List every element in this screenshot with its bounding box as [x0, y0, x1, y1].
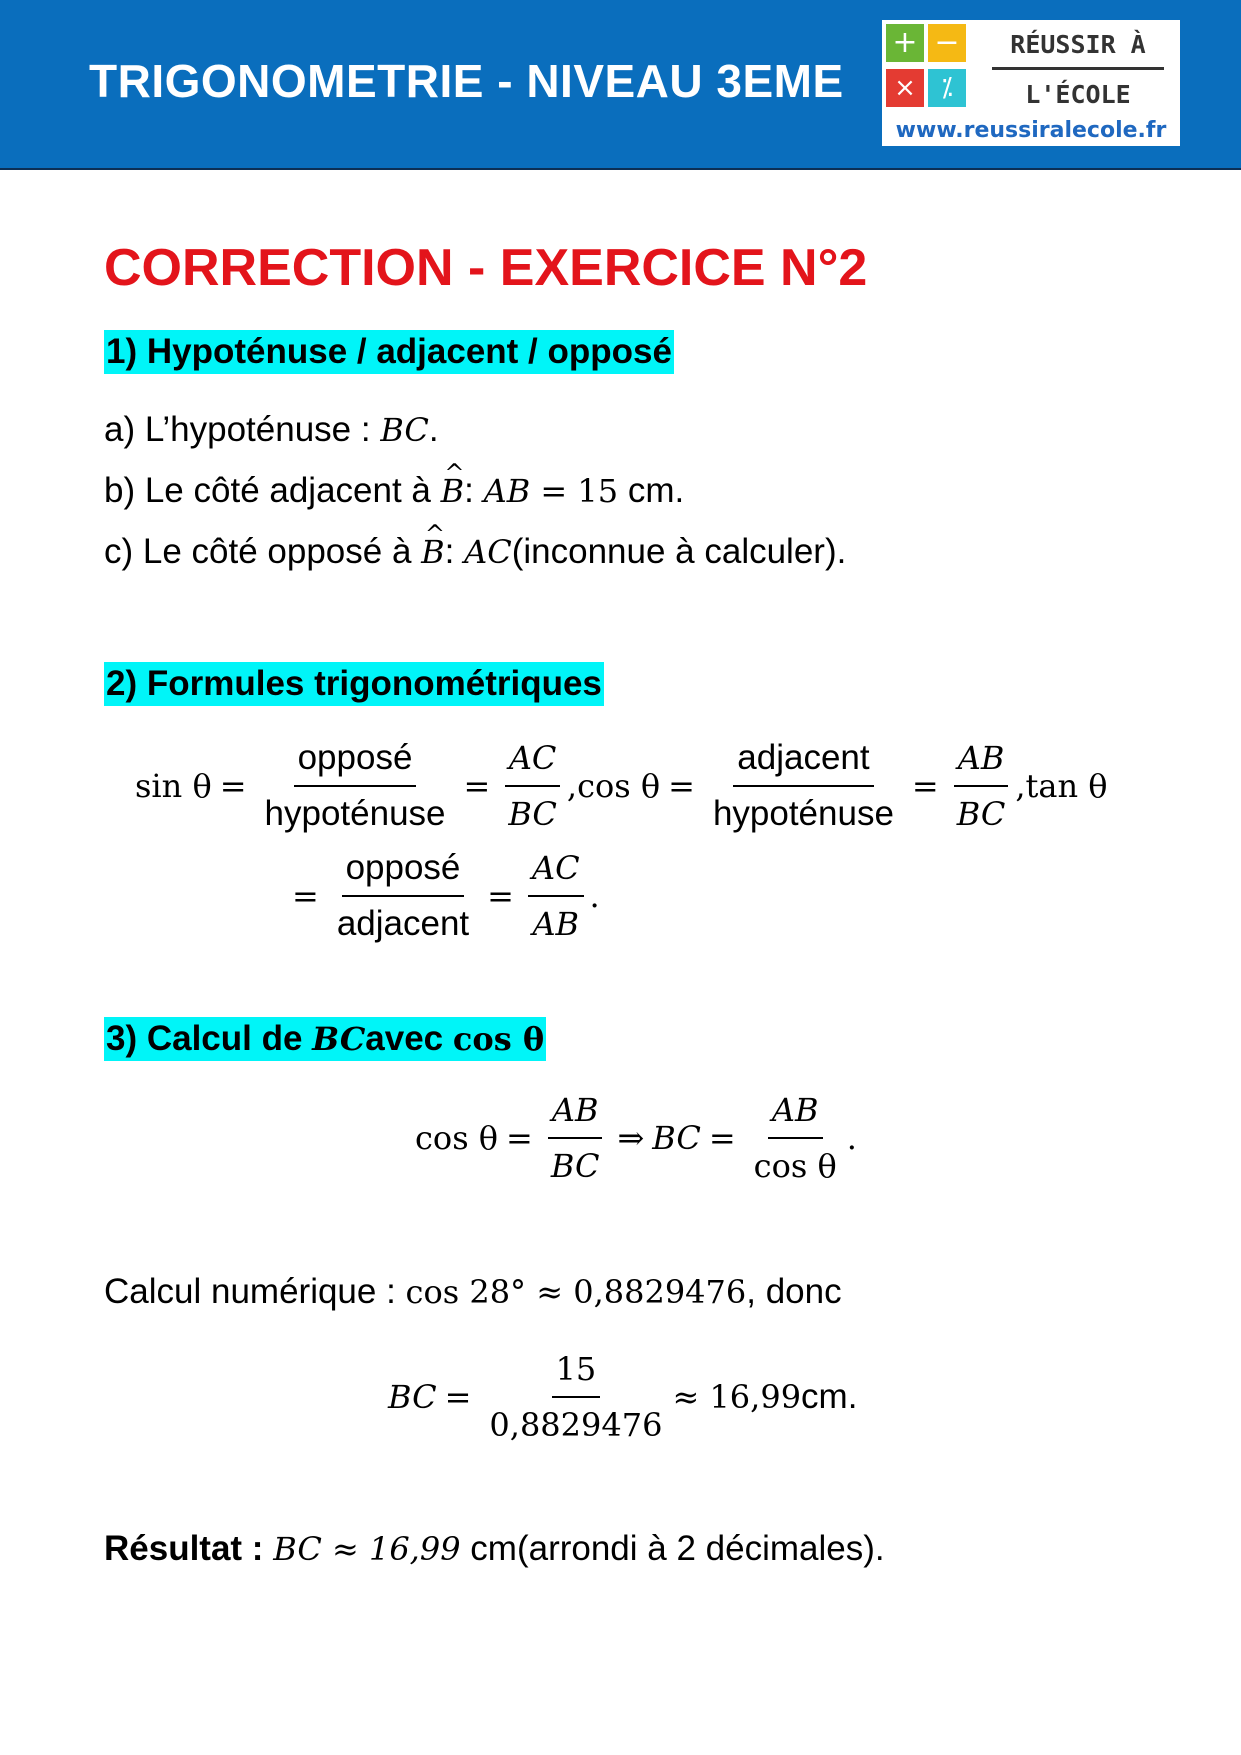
header-band — [0, 0, 1241, 170]
logo[interactable] — [882, 20, 1180, 146]
formula-bc-from-cos: cos θ = $\frac{AB}{BC}$ ⇒ BC = $\frac{AB}{\text{cos θ}}$ . — [415, 1087, 857, 1189]
formula-tan-continued: = $\frac{\text{opposé}}{\text{adjacent}}$ = $\frac{AC}{AB}$ . — [284, 845, 600, 947]
fraction-opp-hyp: $\frac{\text{opposé}}{\text{hypoténuse}}$ — [261, 735, 450, 837]
fraction-ab-cos: $\frac{AB}{\text{cos θ}}$ — [750, 1087, 841, 1189]
logo-text-line1: RÉUSSIR À — [1010, 30, 1146, 59]
formula-bc-numeric: BC = $\frac{15}{0,8829476}$ ≈ 16,99 cm. — [388, 1346, 857, 1448]
section1-heading: 1) Hypoténuse / adjacent / opposé — [104, 330, 674, 374]
fraction-adj-hyp: $\frac{\text{adjacent}}{\text{hypoténuse}}$ — [709, 735, 898, 837]
fraction-opp-adj: $\frac{\text{opposé}}{\text{adjacent}}$ — [333, 845, 473, 947]
result-line: Résultat : BC ≈ 16,99 cm(arrondi à 2 décimales). — [104, 1529, 885, 1568]
cos-label: cos θ — [577, 767, 661, 805]
times-icon: × — [886, 69, 924, 107]
plus-icon: + — [886, 24, 924, 62]
formula-sin-cos-tan: sin θ = $\frac{\text{opposé}}{\text{hypoténuse}}$ = $\frac{AC}{BC}$ , cos θ = $\frac{\text{adjacent}}{\text{hypoténuse}}$ = $\frac{AB}{BC}$ , tan θ — [135, 735, 1107, 837]
line-c: c) Le côté opposé à ^ B: AC(inconnue à calculer). — [104, 530, 846, 574]
line-a: a) L’hypoténuse : BC. — [104, 410, 439, 449]
page-title: CORRECTION - EXERCICE N°2 — [104, 239, 868, 297]
section3-heading: 3) Calcul de BCavec cos θ — [104, 1017, 546, 1061]
fraction-ac-ab: $\frac{AC}{AB}$ — [528, 845, 584, 947]
line-b: b) Le côté adjacent à ^ B: AB = 15 cm. — [104, 469, 684, 513]
percent-icon: ⁒ — [928, 69, 966, 107]
sin-label: sin θ — [135, 767, 212, 805]
fraction-ab-bc: $\frac{AB}{BC}$ — [953, 735, 1010, 837]
result-label: Résultat : — [104, 1529, 274, 1568]
logo-text-line2: L'ÉCOLE — [1025, 80, 1131, 109]
tan-label: tan θ — [1025, 767, 1108, 805]
header-title: TRIGONOMETRIE - NIVEAU 3EME — [89, 55, 844, 107]
logo-url-link[interactable]: www.reussiralecole.fr — [895, 118, 1167, 143]
minus-icon: − — [928, 24, 966, 62]
fraction-ac-bc: $\frac{AC}{BC}$ — [504, 735, 561, 837]
calc-line: Calcul numérique : cos 28° ≈ 0,8829476, donc — [104, 1272, 842, 1311]
section2-heading: 2) Formules trigonométriques — [104, 662, 604, 706]
logo-divider — [992, 67, 1164, 70]
fraction-15-over-cos: $\frac{15}{0,8829476}$ — [485, 1346, 666, 1448]
fraction-ab-bc-2: $\frac{AB}{BC}$ — [547, 1087, 604, 1189]
